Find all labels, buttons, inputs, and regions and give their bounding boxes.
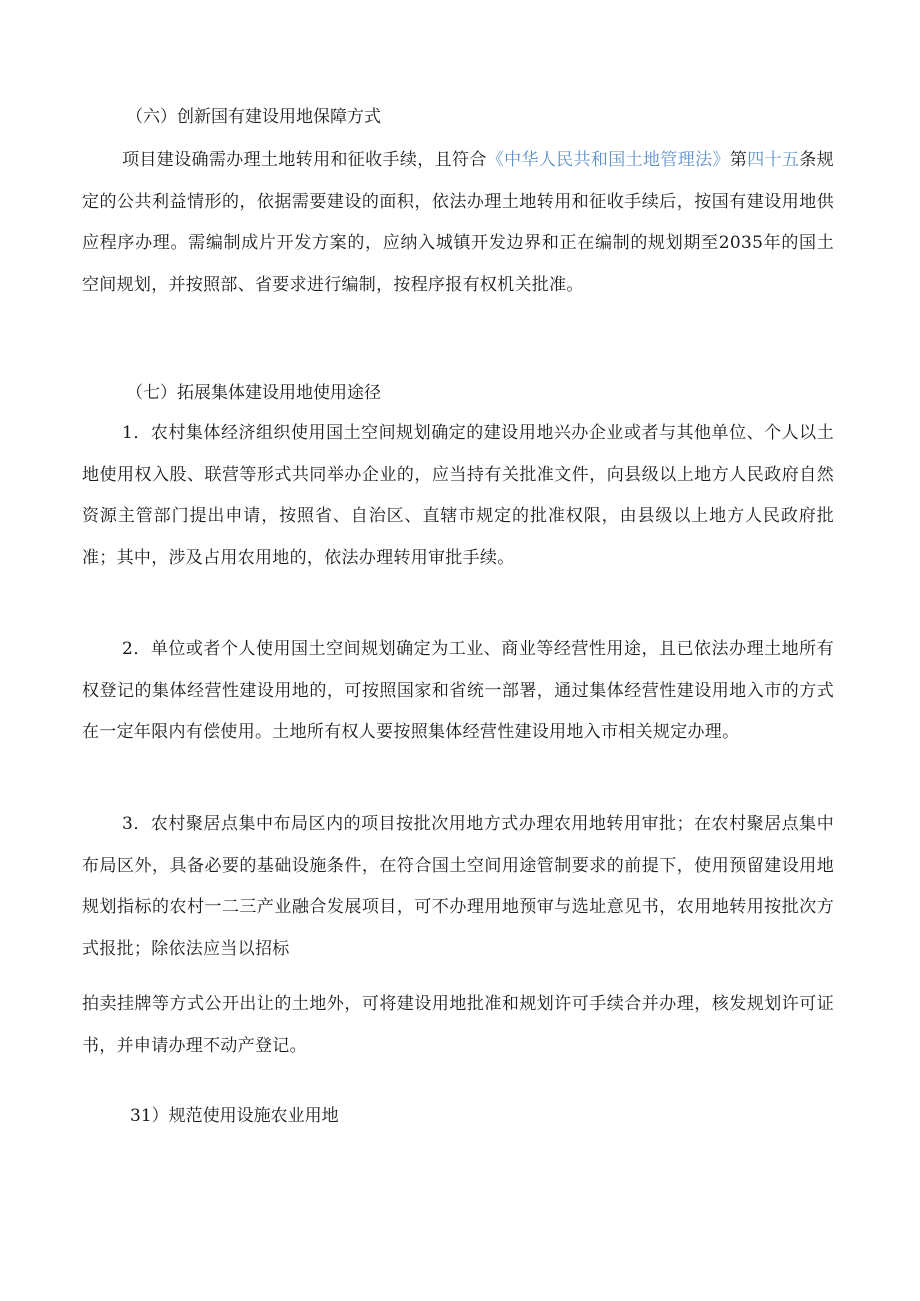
section6-text-suffix: 条规定的公共利益情形的，依据需要建设的面积，依法办理土地转用和征收手续后，按国有建设用地供应程序办理。需编制成片开发方案的，应纳入城镇开发边界和正在编制的规划期至2035年的国土空间规划，并按照部、省要求进行编制，按程序报有权机关批准。 (82, 150, 834, 295)
law-reference-link[interactable]: 《中华人民共和国土地管理法》 (486, 150, 730, 170)
section7-item-1 (82, 413, 834, 579)
section6-paragraph (82, 140, 834, 306)
section6-text-mid: 第 (729, 150, 748, 170)
item3-continued-text: 拍卖挂牌等方式公开出让的土地外，可将建设用地批准和规划许可手续合并办理，核发规划许可证书，并申请办理不动产登记。 (82, 994, 834, 1056)
article-reference-link[interactable]: 四十五 (747, 150, 800, 170)
section-heading-31: 31）规范使用设施农业用地 (130, 1106, 339, 1126)
section7-item-3-continued (82, 984, 834, 1067)
item2-text: 2．单位或者个人使用国土空间规划确定为工业、商业等经营性用途，且已依法办理土地所有权登记的集体经营性建设用地的，可按照国家和省统一部署，通过集体经营性建设用地入市的方式在一定年限内有偿使用。土地所有权人要按照集体经营性建设用地入市相关规定办理。 (82, 639, 834, 742)
item3-text: 3．农村聚居点集中布局区内的项目按批次用地方式办理农用地转用审批；在农村聚居点集中布局区外，具备必要的基础设施条件，在符合国土空间用途管制要求的前提下，使用预留建设用地规划指标的农村一二三产业融合发展项目，可不办理用地预审与选址意见书，农用地转用按批次方式报批；除依法应当以招标 (82, 814, 834, 959)
section7-item-2 (82, 629, 834, 754)
section6-text-prefix: 项目建设确需办理土地转用和征收手续，且符合 (122, 150, 487, 170)
section-heading-7: （七）拓展集体建设用地使用途径 (126, 383, 381, 403)
item1-text: 1．农村集体经济组织使用国土空间规划确定的建设用地兴办企业或者与其他单位、个人以土地使用权入股、联营等形式共同举办企业的，应当持有关批准文件，向县级以上地方人民政府自然资源主管部门提出申请，按照省、自治区、直辖市规定的批准权限，由县级以上地方人民政府批准；其中，涉及占用农用地的，依法办理转用审批手续。 (82, 423, 834, 568)
section-heading-6: （六）创新国有建设用地保障方式 (126, 107, 381, 127)
section7-item-3 (82, 804, 834, 970)
